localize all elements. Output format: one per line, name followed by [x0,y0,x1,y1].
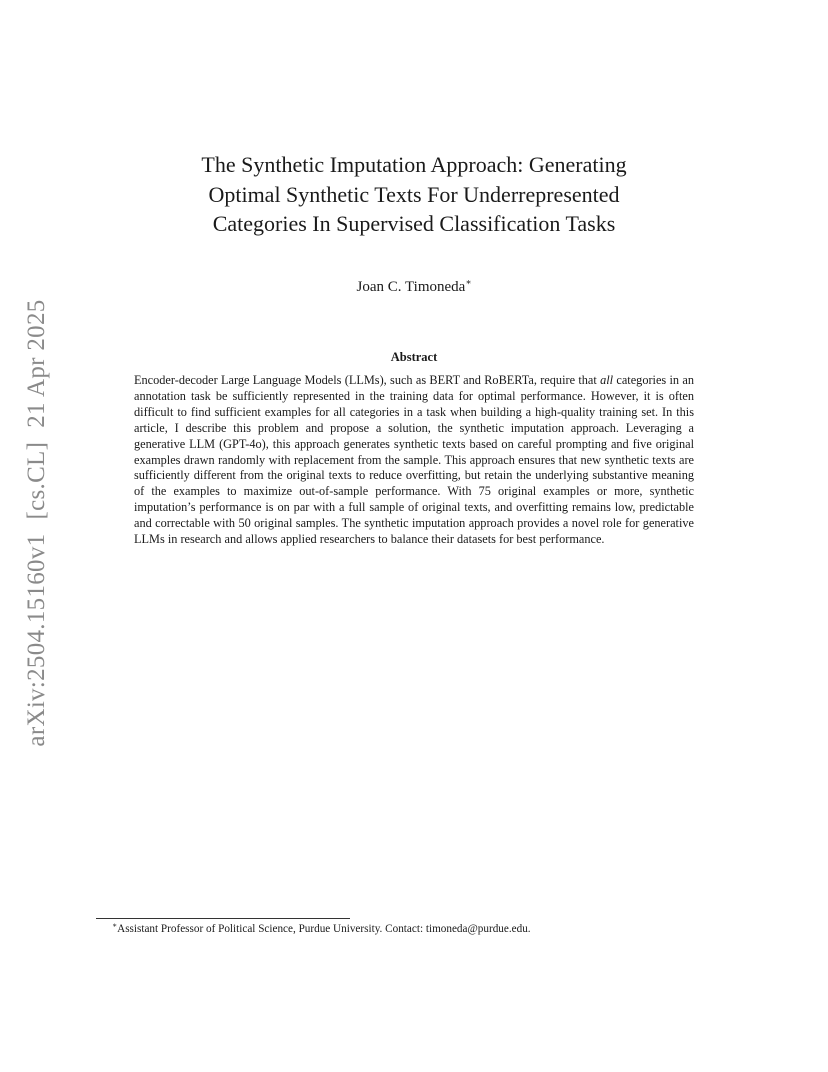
arxiv-date: 21 Apr 2025 [23,299,50,428]
author-line [200,277,628,297]
paper-title [120,150,708,239]
footnote-mark: ∗ [112,920,118,930]
title-line: The Synthetic Imputation Approach: Generating [201,152,627,177]
title-line: Optimal Synthetic Texts For Underrepresented [208,181,620,207]
footnote-rule [96,918,350,919]
author-name: Joan C. Timoneda [356,279,466,295]
footnote [112,922,732,937]
abstract-text-part: Encoder-decoder Large Language Models (LLMs), such as BERT and RoBERTa, require that [134,373,597,387]
abstract-text-part: categories in an annotation task be sufficiently represented in the training data for optimal performance. However, it is often difficult to find sufficient examples for all categories in a task when building a high-quality training set. In this article, I describe this problem and propose a solution, the synthetic imputation approach. Leveraging a generative LLM (GPT-4o), this approach generates synthetic texts based on careful prompting and five original examples drawn randomly with replacement from the sample. This approach ensures that new synthetic texts are sufficiently different from the original texts to reduce overfitting, but retain the underlying substantive meaning of the examples to maximize out-of-sample performance. With 75 original examples or more, synthetic imputation’s performance is on par with a full sample of original texts, and overfitting remains low, predictable and correctable with 50 original samples. The synthetic imputation approach provides a novel role for generative LLMs in research and allows applied researchers to balance their datasets for best performance. [134,373,694,547]
arxiv-id: arXiv:2504.15160v1 [23,533,50,747]
abstract-emphasis: all [600,373,614,387]
abstract-heading: Abstract [390,350,438,364]
abstract-text [134,373,694,548]
arxiv-category: [cs.CL] [23,441,50,520]
arxiv-identifier-stamp [23,299,51,746]
title-line: Categories In Supervised Classification Tasks [212,211,616,236]
author-footnote-mark: ∗ [465,277,472,287]
footnote-text: Assistant Professor of Political Science, Purdue University. Contact: timoneda@purdue.edu. [117,923,531,935]
